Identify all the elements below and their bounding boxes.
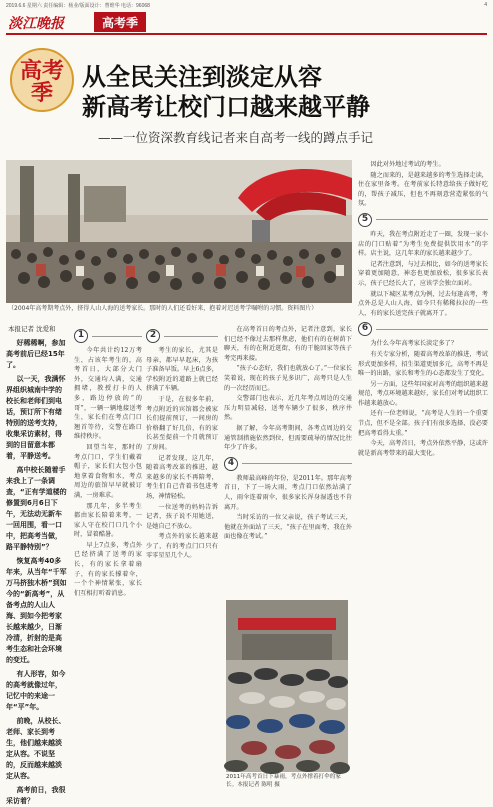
rain-crowd-photo-illustration (226, 600, 348, 772)
body-paragraph: 昨天，我在考点附近走了一圈，发现一家小店的门口贴着“为考生免费提供饮用水”的字样。店主说，这几年来的家长越来越少了。 (358, 230, 488, 258)
headline-line-1: 从全民关注到淡定从容 (82, 63, 322, 91)
body-paragraph: 随之而来的，是越来越多的考生选择走读，住在家里备考。在考前家长特意给孩子做好吃的，帮孩子减压，但也不再刻意营造紧张的气氛。 (358, 171, 488, 208)
body-paragraph: 一位送考的妈妈告诉记者，孩子说不用她送，是她自己不放心。 (146, 503, 218, 530)
newspaper-logo: 淡江晚报 (8, 16, 64, 32)
section-number-badge: 4 (224, 457, 238, 471)
intro-column (6, 338, 68, 805)
article-column-3 (224, 325, 352, 571)
crowd-photo (6, 160, 352, 303)
gaokao-season-seal-icon (10, 48, 74, 112)
body-paragraph: 那几年，多半考生都由家长陪着来考，一家人守在校门口几个小时，冒着酷暑。 (74, 502, 142, 539)
section-marker-4 (224, 457, 352, 471)
headline-line-2: 新高考让校门口越来越平静 (82, 93, 370, 121)
intro-paragraph: 有人形容，如今的高考就像过年，记忆中的来途一年“平”年。 (6, 670, 66, 711)
article-column-4 (358, 160, 488, 796)
body-paragraph: 记者发现，这几年，随着高考改革的推进，越来越多的家长不再陪考，考生们自己背着书包进考场，神情轻松。 (146, 454, 218, 500)
body-paragraph: 有关专家分析，随着高考改革的推进，考试形式更加多样，招生渠道更加多元，高考不再是唯一的出路，家长和考生的心态都发生了变化。 (358, 350, 488, 378)
intro-paragraph: 恢复高考40多年来，从当年“千军万马挤独木桥”到如今的“新高考”，从备考点的人山人海、到如今把考家长越来越少，日渐冷清，折射的是高考生态和社会环境的变迁。 (6, 557, 67, 664)
section-number-badge: 2 (146, 329, 160, 343)
body-paragraph: 今年共计约12万考生，占该年考生的，高考首日，大部分大门外，交通均人满，交通拥堵，教授打卡的人多，路边停放的“的哥”，一辆一辆地接送考生，家长们在考点门口翘首等待，交警在路口维持秩序。 (74, 347, 142, 441)
body-paragraph: 教师最高峰的年份，是2011年。那年高考首日，下了一场大雨，考点门口依然站满了人，雨伞连着雨伞，很多家长浑身湿透也不肯离开。 (224, 474, 352, 511)
intro-paragraph: 前晚，从校长、老师、家长到考生，他们越来越淡定从容。不说坚的，反而越来越淡定从容。 (6, 717, 66, 780)
divider (376, 329, 488, 330)
body-paragraph: 记者注意到，与过去相比，如今的送考家长穿着更加随意，神态也更加放松，很多家长表示，孩子已经长大了，应该学会独立面对。 (358, 260, 488, 287)
body-paragraph: 考生的家长，尤其是母亲，都早早起床，为孩子准备早饭。早上6点多，学校附近的道路上就已经挤满了车辆。 (146, 347, 218, 393)
article-column-1 (74, 325, 142, 795)
body-paragraph: 就以下城区某考点为例，过去每逢高考，考点外总是人山人海，如今只有稀稀拉拉的一些人，有的家长送完孩子就离开了。 (358, 290, 488, 317)
body-paragraph: 考点外的家长越来越少了，有的考点门口只有零零星星几个人。 (146, 533, 218, 560)
section-marker-5 (358, 213, 488, 227)
crowd-photo-illustration (6, 160, 352, 303)
body-paragraph: 还有一位老师说，“高考是人生的一个重要节点，但不是全部。孩子们有很多选择，没必要把高考看得太重。” (358, 410, 488, 437)
section-label: 高考季 (94, 12, 146, 32)
issue-info: 2019.6.6 星期六 责任编辑：杨业/版面设计：曹维华 电话：96068 (6, 3, 150, 9)
intro-paragraph: 好稀稀啊，参加高考前后已经15年了。 (6, 339, 66, 369)
section-marker-6 (358, 322, 488, 336)
body-paragraph: 据了解，今年高考期间，各考点周边的交通管制措施依然到位，但需要疏导的情况比往年少了许多。 (224, 424, 352, 452)
section-marker-1 (74, 329, 142, 343)
body-paragraph: 另一方面，这些年国家对高考的组织越来越规范，考点环境越来越好，家长们对考试组织工作越来越放心。 (358, 380, 488, 407)
body-paragraph: 因此对外地过考试的考生。 (370, 161, 445, 168)
page-number: 4 (484, 2, 487, 8)
headline (82, 62, 487, 122)
section-number-badge: 1 (74, 329, 88, 343)
byline: 本报记者 沈爱和 (8, 325, 56, 333)
section-marker-2 (146, 329, 218, 343)
body-paragraph: 交警部门也表示，近几年考点周边的交通压力明显减轻，送考车辆少了很多，秩序井然。 (224, 395, 352, 422)
divider (92, 336, 142, 337)
main-photo-caption: （2004年高考期考点外，挤得人山人海的送考家长。那时的人们还看好来，抱着对迟送考学嘱咐的习惯。资料图片） (8, 305, 318, 312)
section-number-badge: 6 (358, 322, 372, 336)
body-paragraph: 早上7点多，考点外已经挤满了送考的家长，有的家长拿着扇子，有的家长撑着伞，一个个神情紧张，家长们互相打听着消息。 (74, 541, 142, 597)
body-paragraph: “孩子心态好，我们也就放心了。”一位家长笑着说，现在的孩子见多识广，高考只是人生的一次经历而已。 (224, 365, 352, 392)
body-paragraph: 今天，高考首日，考点外依然平静，这或许就是新高考带来的最大变化。 (358, 440, 488, 457)
divider (164, 336, 218, 337)
body-paragraph: 为什么今年高考家长淡定多了？ (370, 340, 458, 348)
body-paragraph: 当时采访的一位父亲说，孩子考试三天，他就在外面站了三天，“孩子在里面考，我在外面也像在考试。” (224, 514, 352, 541)
divider (242, 463, 352, 464)
page-header-line (0, 0, 493, 9)
body-paragraph: 在高考首日的考点外，记者注意到，家长们已经不像过去那样焦虑，他们有的在树荫下聊天，有的在附近逛街，有的干脆回家等孩子考完再来接。 (224, 326, 352, 362)
divider (376, 219, 488, 220)
rain-crowd-photo (226, 600, 348, 772)
subheadline: ——一位资深教育线记者来自高考一线的蹲点手记 (98, 130, 374, 145)
small-photo-caption: 2011年高考首日下暴雨，考点外撑着打伞的家长。本报记者 陈明 摄 (226, 774, 341, 788)
masthead (6, 11, 487, 35)
section-number-badge: 5 (358, 213, 372, 227)
body-paragraph: 于是，在很多年前，考点附近的宾馆都会被家长们提前预订，一间房的价格翻了好几倍，有的家长甚至提前一个月就预订了房间。 (146, 395, 218, 451)
intro-paragraph: 高中校长随着手来我上了一条调查，“正有学道楼的修置到6月6日下午，无法动无新车一回用围，看一口中，把高考当做，路平静特别”？ (6, 466, 67, 551)
intro-paragraph: 以一天，我满怀界组织城南中学的校长和老师们到电话，预订所下有绪特别的送考支持，收集采访素材，得到的目留意本都着，平静送考。 (6, 375, 66, 460)
intro-paragraph: 高考前日，我很采访着？ (6, 786, 66, 805)
seal-text: 高考季 (19, 58, 64, 106)
body-paragraph: 回望当年，那时的考点门口，学生们戴着帽子，家长们大包小包地拿着食物和水，考点周边的旅馆早早就被订满，一房难求。 (74, 443, 142, 499)
article-column-2 (146, 325, 218, 795)
